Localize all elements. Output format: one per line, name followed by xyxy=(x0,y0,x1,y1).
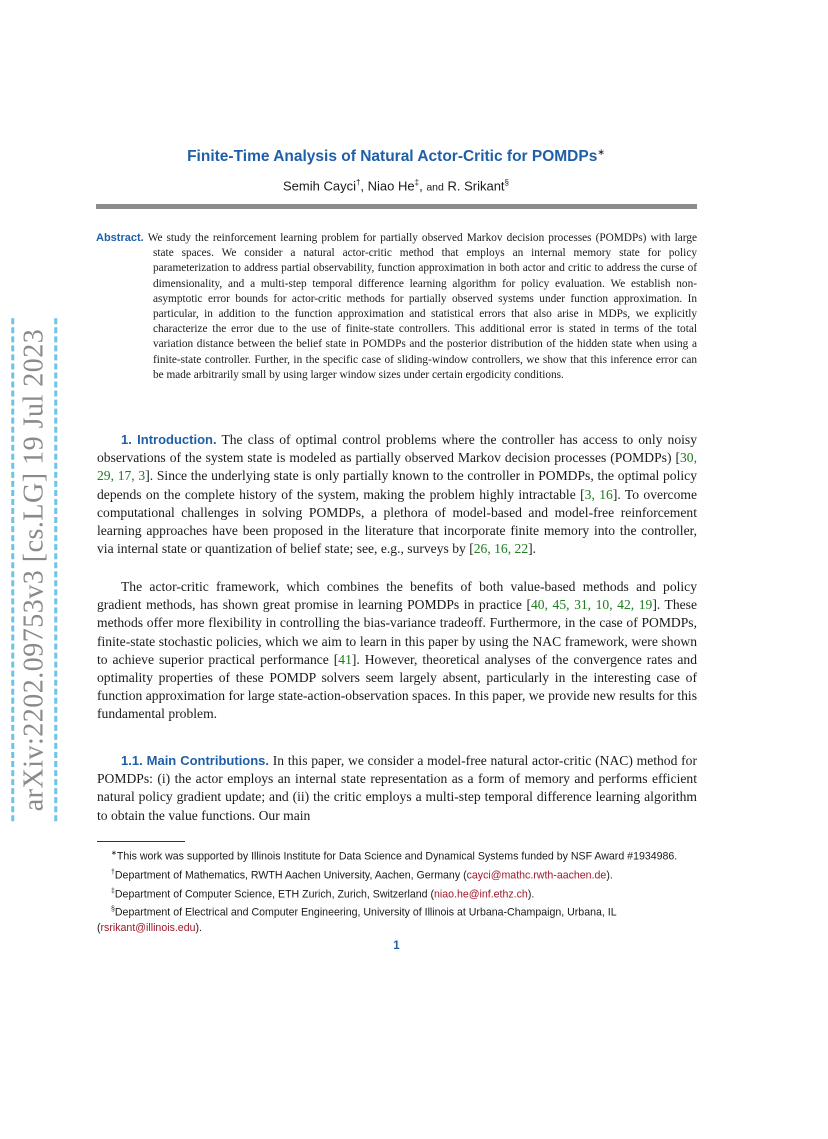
email-link[interactable]: niao.he@inf.ethz.ch xyxy=(434,888,528,901)
introduction-paragraph-2: The actor-critic framework, which combines the benefits of both value-based methods and policy gradient methods, has shown great promise in learning POMDPs in practice [40, 45, 31, 10, 42, 19]. These methods offer more flexibility in controlling the bias-variance tradeoff. Furthermore, in the case of POMDPs, finite-state stochastic policies, which we aim to learn in this paper by using the NAC framework, were shown to achieve superior practical performance [41]. However, theoretical analyses of the convergence rates and optimality properties of these POMDP solvers seem largely absent, particularly in the interesting case of function approximation for large state-action-observation spaces. In this paper, we provide new results for this fundamental problem. xyxy=(97,579,698,722)
author-3: R. Srikant xyxy=(447,178,505,194)
citation[interactable]: 41 xyxy=(338,651,352,667)
email-link[interactable]: cayci@mathc.rwth-aachen.de xyxy=(466,869,607,882)
section-heading-introduction: 1. Introduction. xyxy=(121,432,217,447)
introduction-paragraph-1: 1. Introduction. The class of optimal control problems where the controller has access to only noisy observations of the system state is modeled as partially observed Markov decision processes (POMDPs) [30, 29, 17, 3]. Since the underlying state is only partially known to the controller in POMDPs, the optimal policy depends on the complete history of the system, making the problem highly intractable [3, 16]. To overcome computational challenges in solving POMDPs, a plethora of model-based and model-free reinforcement learning approaches have been proposed in the literature that incorporate finite memory into the controller, via internal state or quantization of belief state; see, e.g., surveys by [26, 16, 22]. xyxy=(97,432,697,557)
abstract-text: We study the reinforcement learning problem for partially observed Markov decision processes (POMDPs) with large state spaces. We consider a natural actor-critic method that employs an internal memory state for policy parameterization to address partial observability, function approximation in both actor and critic to address the curse of dimensionality, and a multi-step temporal difference learning algorithm for policy evaluation. We establish non-asymptotic error bounds for actor-critic methods for partially observed systems under function approximation. In particular, in addition to the function approximation and statistical errors that also arise in MDPs, we explicitly characterize the error due to the use of finite-state controllers. This additional error is stated in terms of the total variation distance between the belief state in POMDPs and the posterior distribution of the hidden state when using a finite-state controller. Further, in the specific case of sliding-window controllers, we show that this inference error can be made arbitrarily small by using larger window sizes under certain ergodicity conditions. xyxy=(147,232,697,381)
citation[interactable]: 26, 16, 22 xyxy=(473,541,529,557)
footnote-divider xyxy=(97,841,185,842)
citation[interactable]: 30, 29, 17, 3 xyxy=(97,450,697,484)
title-divider xyxy=(96,204,697,209)
arxiv-stamp xyxy=(10,330,58,810)
paper-title: Finite-Time Analysis of Natural Actor-Critic for POMDPs∗ xyxy=(187,147,605,166)
footnote-funding: ∗This work was supported by Illinois Institute for Data Science and Dynamical Systems funded by NSF Award #1934986. xyxy=(111,850,678,863)
author-2: Niao He xyxy=(367,178,415,194)
footnote-affiliation-1: †Department of Mathematics, RWTH Aachen University, Aachen, Germany (cayci@mathc.rwth-aachen.de). xyxy=(111,868,613,882)
citation[interactable]: 3, 16 xyxy=(584,486,613,502)
author-list: Semih Cayci†, Niao He‡, and R. Srikant§ xyxy=(283,178,509,194)
footnote-affiliation-3: §Department of Electrical and Computer Engineering, University of Illinois at Urbana-Champaign, Urbana, IL (rsrikant@illinois.edu). xyxy=(97,906,617,935)
abstract-label: Abstract. xyxy=(96,232,144,244)
main-contributions-paragraph: 1.1. Main Contributions. In this paper, we consider a model-free natural actor-critic (NAC) method for POMDPs: (i) the actor employs an internal state representation as a form of memory and performs efficient natural policy gradient update; and (ii) the critic employs a multi-step temporal difference learning algorithm to obtain the value functions. Our main xyxy=(97,753,697,823)
author-conjunction: and xyxy=(426,181,444,194)
footnote-affiliation-2: ‡Department of Computer Science, ETH Zurich, Zurich, Switzerland (niao.he@inf.ethz.ch). xyxy=(111,887,535,901)
email-link[interactable]: rsrikant@illinois.edu xyxy=(100,922,196,935)
citation[interactable]: 40, 45, 31, 10, 42, 19 xyxy=(531,597,653,613)
footnotes xyxy=(97,846,697,937)
arxiv-identifier: arXiv:2202.09753v3 [cs.LG] 19 Jul 2023 xyxy=(11,319,57,822)
page-number: 1 xyxy=(393,940,400,952)
author-1: Semih Cayci xyxy=(283,178,356,194)
section-heading-main-contributions: 1.1. Main Contributions. xyxy=(121,753,270,768)
abstract xyxy=(96,231,697,383)
